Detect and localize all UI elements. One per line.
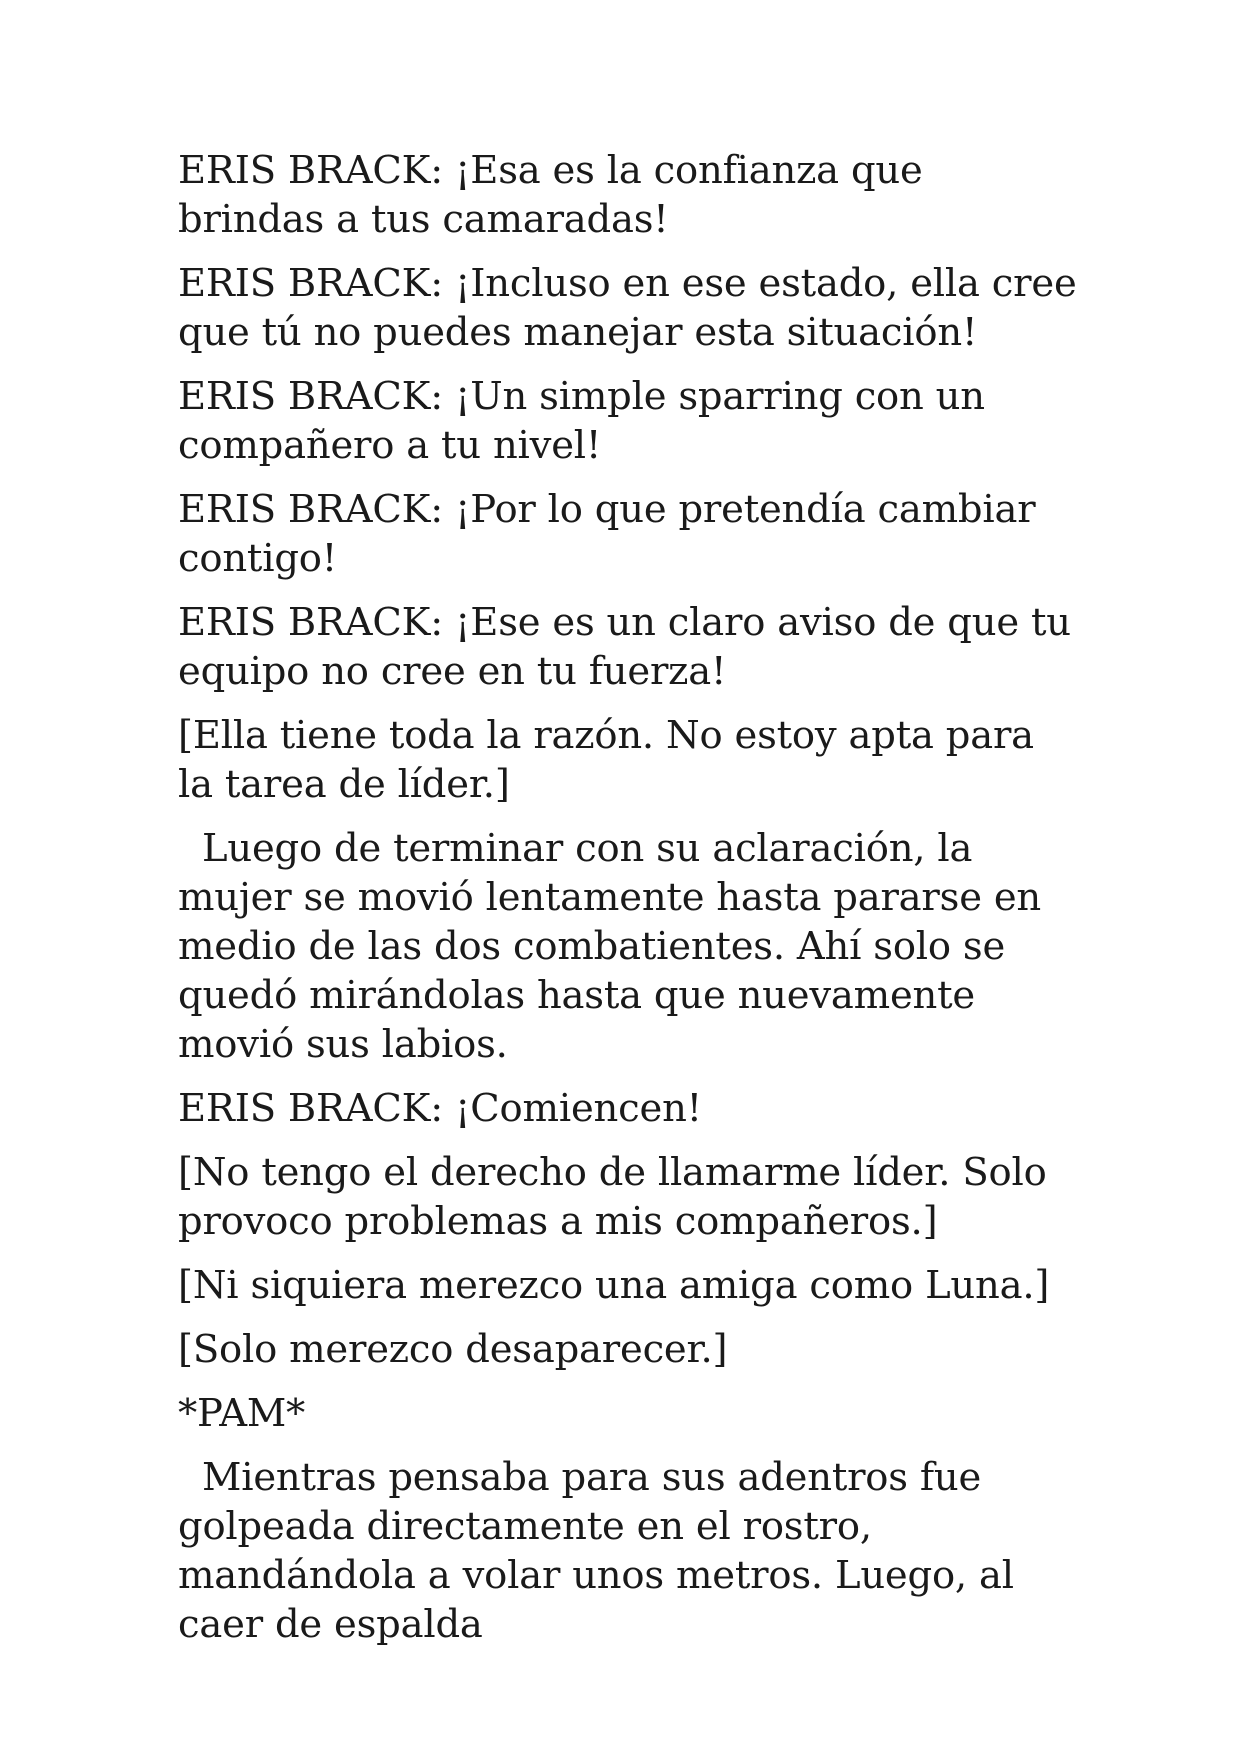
document-page	[178, 146, 1078, 1664]
thought-paragraph: [Solo merezco desaparecer.]	[178, 1327, 728, 1372]
sound-effect-paragraph: *PAM*	[178, 1391, 306, 1436]
thought-paragraph: [Ni siquiera merezco una amiga como Luna.]	[178, 1263, 1050, 1308]
dialogue-paragraph: ERIS BRACK: ¡Un simple sparring con un compañero a tu nivel!	[178, 374, 985, 468]
narrative-paragraph: Luego de terminar con su aclaración, la mujer se movió lentamente hasta pararse en medio de las dos combatientes. Ahí solo se quedó mirándolas hasta que nuevamente movió sus labios.	[178, 826, 1042, 1067]
narrative-paragraph: Mientras pensaba para sus adentros fue golpeada directamente en el rostro, mandándola a volar unos metros. Luego, al caer de espalda	[178, 1455, 1014, 1647]
dialogue-paragraph: ERIS BRACK: ¡Comiencen!	[178, 1086, 702, 1131]
thought-paragraph: [No tengo el derecho de llamarme líder. Solo provoco problemas a mis compañeros.]	[178, 1150, 1047, 1244]
dialogue-paragraph: ERIS BRACK: ¡Por lo que pretendía cambiar contigo!	[178, 487, 1036, 581]
dialogue-paragraph: ERIS BRACK: ¡Incluso en ese estado, ella cree que tú no puedes manejar esta situación!	[178, 261, 1077, 355]
dialogue-paragraph: ERIS BRACK: ¡Esa es la confianza que brindas a tus camaradas!	[178, 148, 923, 242]
thought-paragraph: [Ella tiene toda la razón. No estoy apta para la tarea de líder.]	[178, 713, 1034, 807]
dialogue-paragraph: ERIS BRACK: ¡Ese es un claro aviso de que tu equipo no cree en tu fuerza!	[178, 600, 1071, 694]
